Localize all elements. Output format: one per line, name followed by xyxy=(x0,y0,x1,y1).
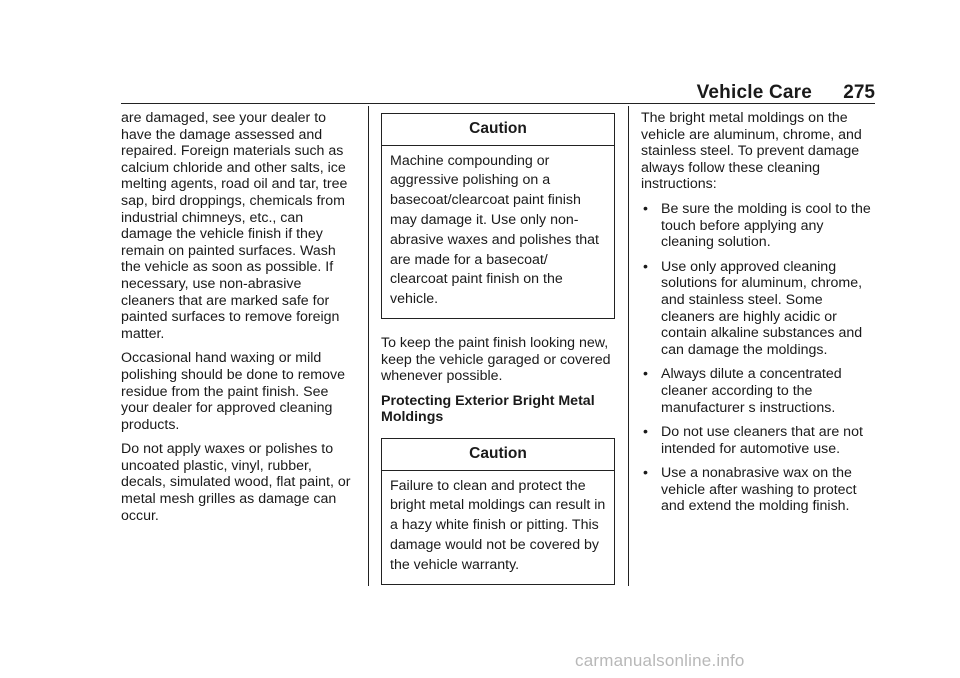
paragraph: To keep the paint finish looking new, keep the vehicle garaged or covered whenever possible. xyxy=(381,334,611,385)
paragraph: Occasional hand waxing or mild polishing should be done to remove residue from the paint finish. See your dealer for approved cleaning products. xyxy=(121,350,346,433)
caution-title: Caution xyxy=(382,114,614,146)
column-3 xyxy=(641,110,877,523)
paragraph: Do not apply waxes or polishes to uncoated plastic, vinyl, rubber, decals, simulated wood, flat paint, or metal mesh grilles as damage can occur. xyxy=(121,441,351,524)
list-item xyxy=(641,465,877,515)
bullet-icon: • xyxy=(643,424,648,441)
caution-body: Failure to clean and protect the bright metal moldings can result in a hazy white finish or pitting. This damage would not be covered by the vehicle warranty. xyxy=(390,477,606,573)
header-rule xyxy=(121,103,875,104)
column-1 xyxy=(121,110,357,532)
paragraph: The bright metal moldings on the vehicle are aluminum, chrome, and stainless steel. To prevent damage always follow these cleaning instructions: xyxy=(641,110,862,193)
bullet-icon: • xyxy=(643,200,648,217)
list-item xyxy=(641,424,877,457)
bullet-icon: • xyxy=(643,465,648,482)
caution-title: Caution xyxy=(382,439,614,471)
list-item xyxy=(641,201,877,251)
bullet-icon: • xyxy=(643,366,648,383)
bullet-list xyxy=(641,201,877,515)
list-item-text: Be sure the molding is cool to the touch before applying any cleaning solution. xyxy=(661,200,871,251)
list-item-text: Always dilute a concentrated cleaner according to the manufacturer s instructions. xyxy=(661,366,842,416)
caution-box xyxy=(381,438,615,585)
caution-box xyxy=(381,113,615,319)
column-divider-right xyxy=(628,106,629,586)
caution-body: Machine compounding or aggressive polishing on a basecoat/clearcoat paint finish may damage it. Use only non-abrasive waxes and polishes that are made for a basecoat/ clearcoat paint finish on the vehicle. xyxy=(390,152,599,308)
list-item xyxy=(641,366,877,416)
list-item-text: Use a nonabrasive wax on the vehicle after washing to protect and extend the molding finish. xyxy=(661,465,857,515)
watermark: carmanualsonline.info xyxy=(575,651,745,670)
bullet-icon: • xyxy=(643,258,648,275)
paragraph: are damaged, see your dealer to have the damage assessed and repaired. Foreign materials such as calcium chloride and other salts, ice melting agents, road oil and tar, tree sap, bird droppings, chemicals from industrial chimneys, etc., can damage the vehicle finish if they remain on painted surfaces. Wash the vehicle as soon as possible. If necessary, use non-abrasive cleaners that are marked safe for painted surfaces to remove foreign matter. xyxy=(121,110,348,342)
list-item xyxy=(641,259,877,359)
list-item-text: Do not use cleaners that are not intended for automotive use. xyxy=(661,424,863,457)
column-2 xyxy=(381,110,615,585)
list-item-text: Use only approved cleaning solutions for aluminum, chrome, and stainless steel. Some cleaners are highly acidic or contain alkaline substances and can damage the moldings. xyxy=(661,258,863,358)
column-divider-left xyxy=(368,106,369,586)
section-title: Vehicle Care xyxy=(696,82,812,103)
page-number: 275 xyxy=(843,82,875,103)
subheading: Protecting Exterior Bright Metal Moldings xyxy=(381,392,595,426)
